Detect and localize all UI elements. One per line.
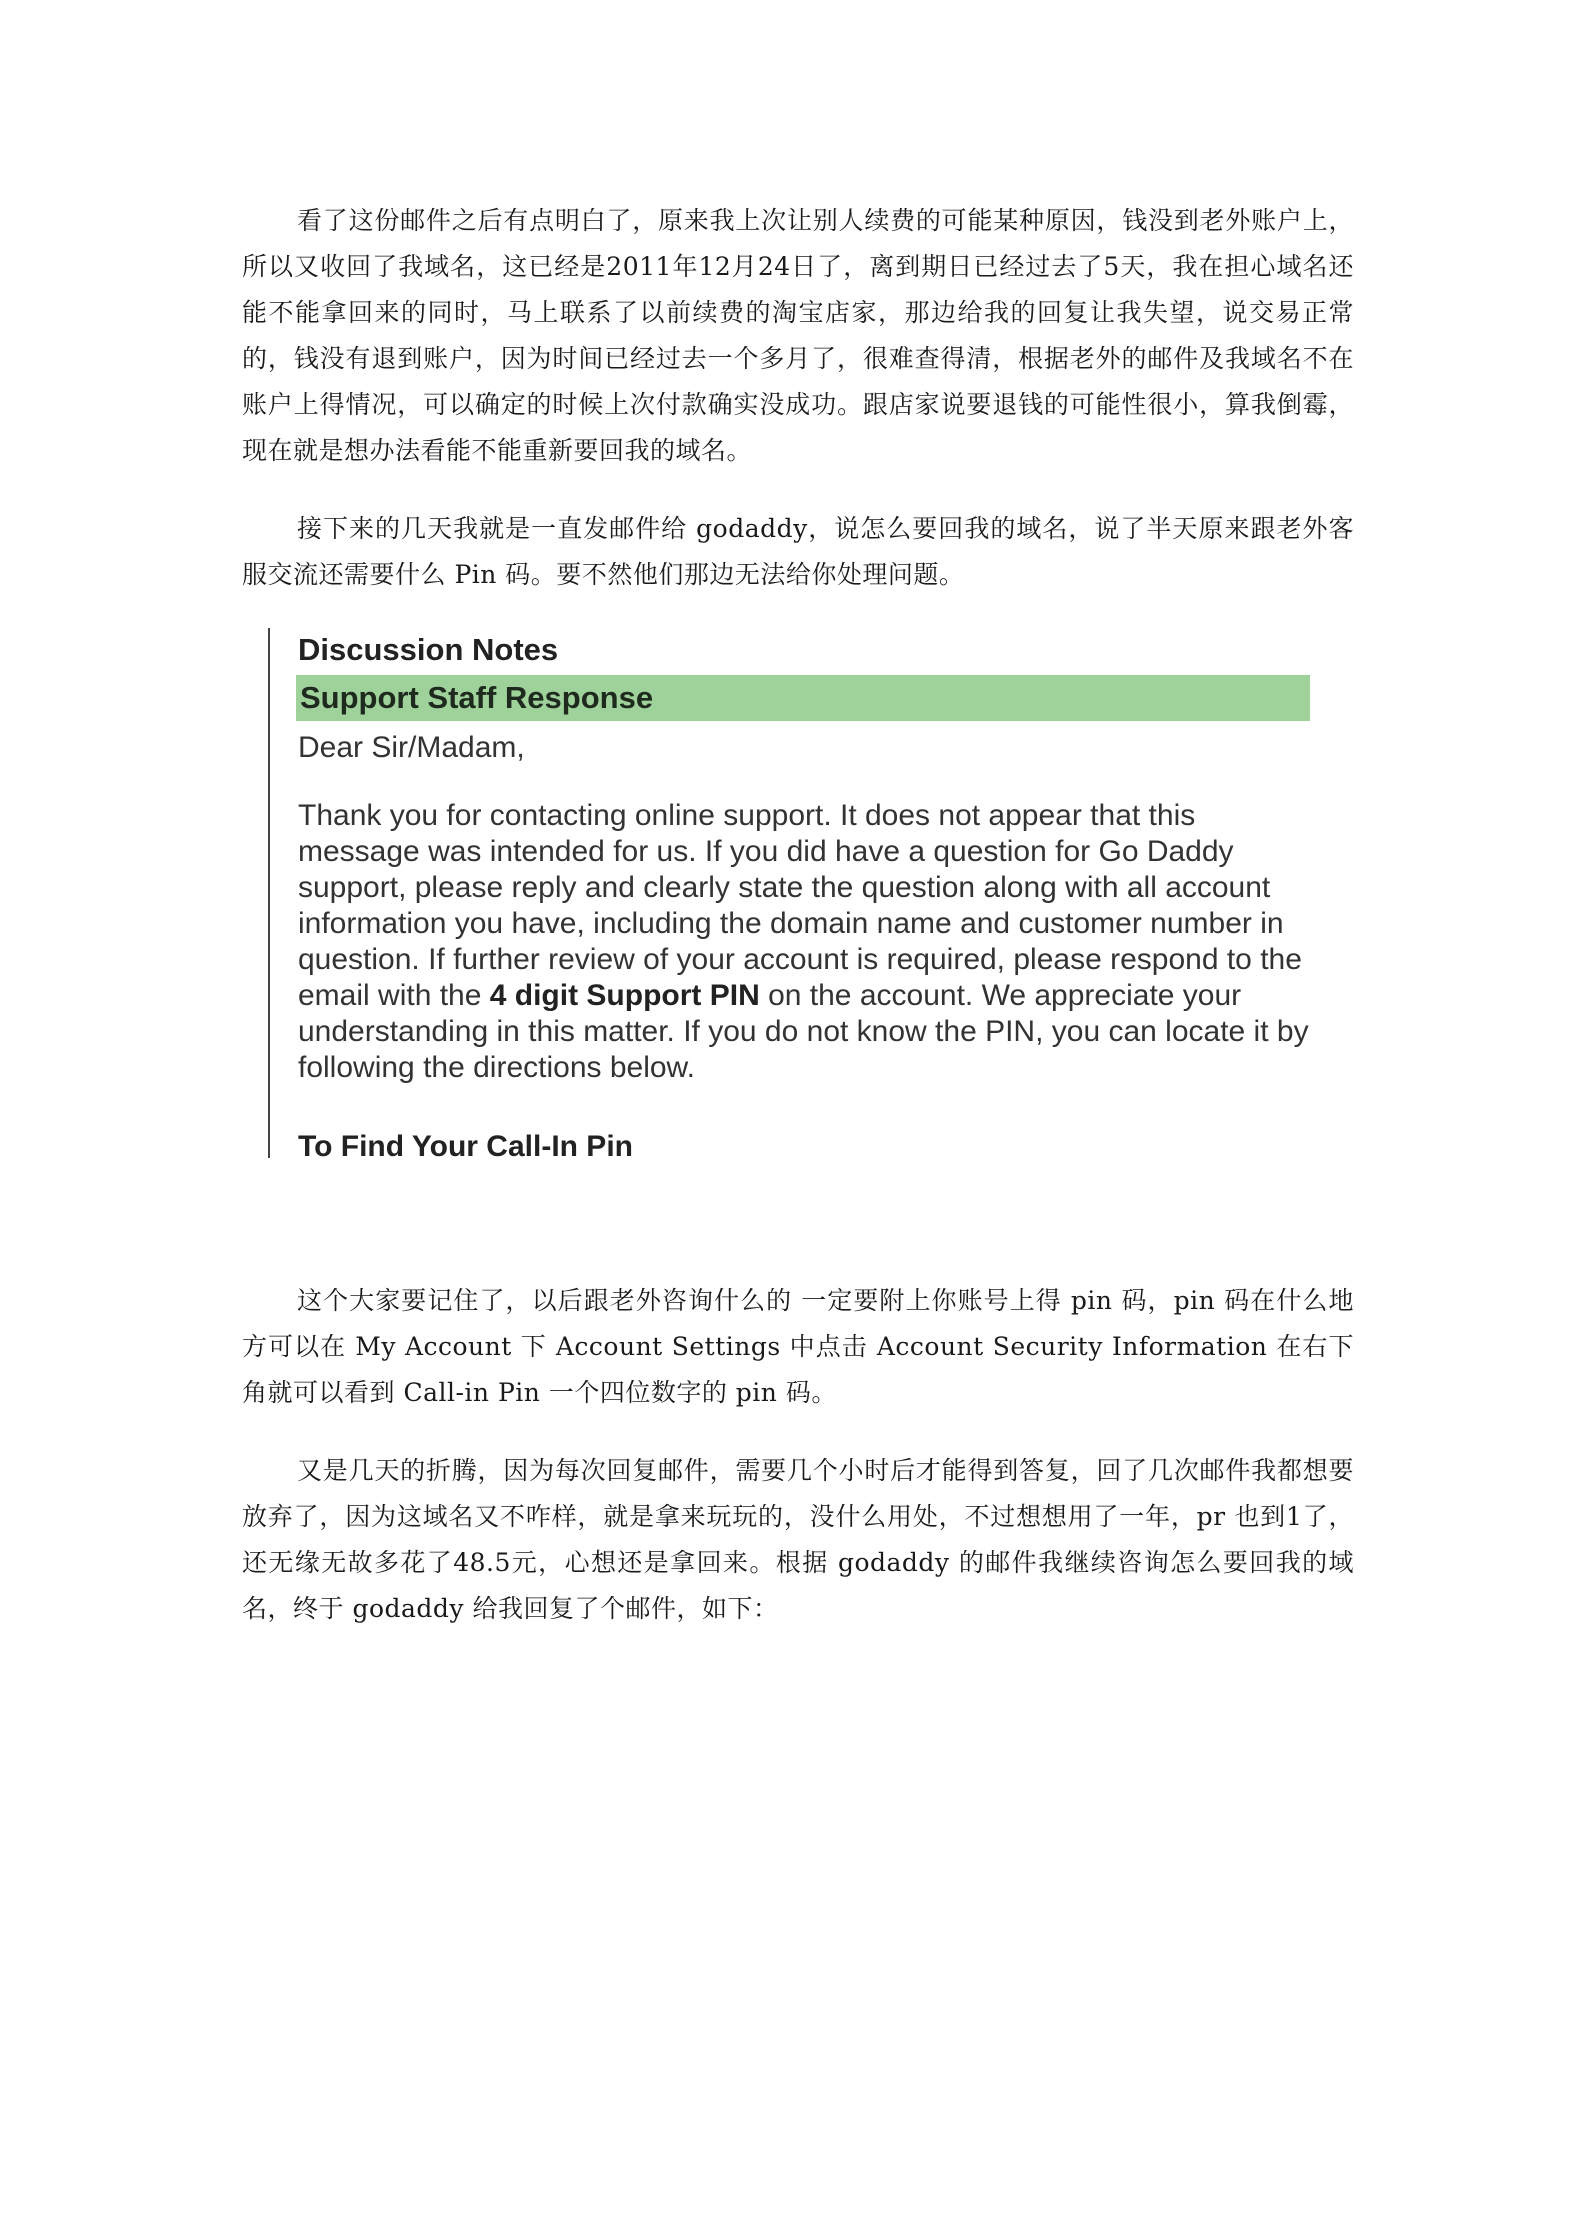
call-in-pin-subhead: To Find Your Call-In Pin: [298, 1130, 633, 1158]
paragraph-follow-up: 又是几天的折腾，因为每次回复邮件，需要几个小时后才能得到答复，回了几次邮件我都想要放弃了，因为这域名又不咋样，就是拿来玩玩的，没什么用处，不过想想用了一年，pr 也到1了，还无缘无故多花了48.5元，心想还是拿回来。根据 godaddy 的邮件我继续咨询怎么要回我的域名，终于 godaddy 给我回复了个邮件，如下：: [242, 1456, 1354, 1623]
email-body-after: on the account. We appreciate your understanding in this matter. If you do not know the PIN, you can locate it by following the directions below.: [298, 979, 1309, 1084]
support-response-title: Support Staff Response: [300, 680, 654, 715]
email-body-before: Thank you for contacting online support. It does not appear that this message was intended for us. If you did have a question for Go Daddy support, please reply and clearly state the question along with all account information you have, including the domain name and customer number in question. If further review of your account is required, please respond to the email with the: [298, 799, 1302, 1012]
paragraph-pin-required: 接下来的几天我就是一直发邮件给 godaddy，说怎么要回我的域名，说了半天原来跟老外客服交流还需要什么 Pin 码。要不然他们那边无法给你处理问题。: [242, 514, 1354, 589]
email-greeting: Dear Sir/Madam,: [298, 731, 525, 764]
email-body: [298, 798, 1310, 1086]
quote-bar: [268, 628, 270, 1158]
discussion-notes-heading: Discussion Notes: [298, 632, 559, 667]
paragraph-domain-lost: 看了这份邮件之后有点明白了，原来我上次让别人续费的可能某种原因，钱没到老外账户上，所以又收回了我域名，这已经是2011年12月24日了，离到期日已经过去了5天，我在担心域名还能不能拿回来的同时，马上联系了以前续费的淘宝店家，那边给我的回复让我失望，说交易正常的，钱没有退到账户，因为时间已经过去一个多月了，很难查得清，根据老外的邮件及我域名不在账户上得情况，可以确定的时候上次付款确实没成功。跟店家说要退钱的可能性很小，算我倒霉，现在就是想办法看能不能重新要回我的域名。: [242, 206, 1354, 465]
support-response-band: [296, 675, 1310, 721]
email-body-bold: 4 digit Support PIN: [489, 979, 760, 1012]
email-screenshot: [268, 628, 1320, 1158]
paragraph-pin-location: 这个大家要记住了，以后跟老外咨询什么的 一定要附上你账号上得 pin 码，pin 码在什么地方可以在 My Account 下 Account Settings 中点击 Account Security Information 在右下角就可以看到 Call-in Pin 一个四位数字的 pin 码。: [242, 1286, 1354, 1407]
